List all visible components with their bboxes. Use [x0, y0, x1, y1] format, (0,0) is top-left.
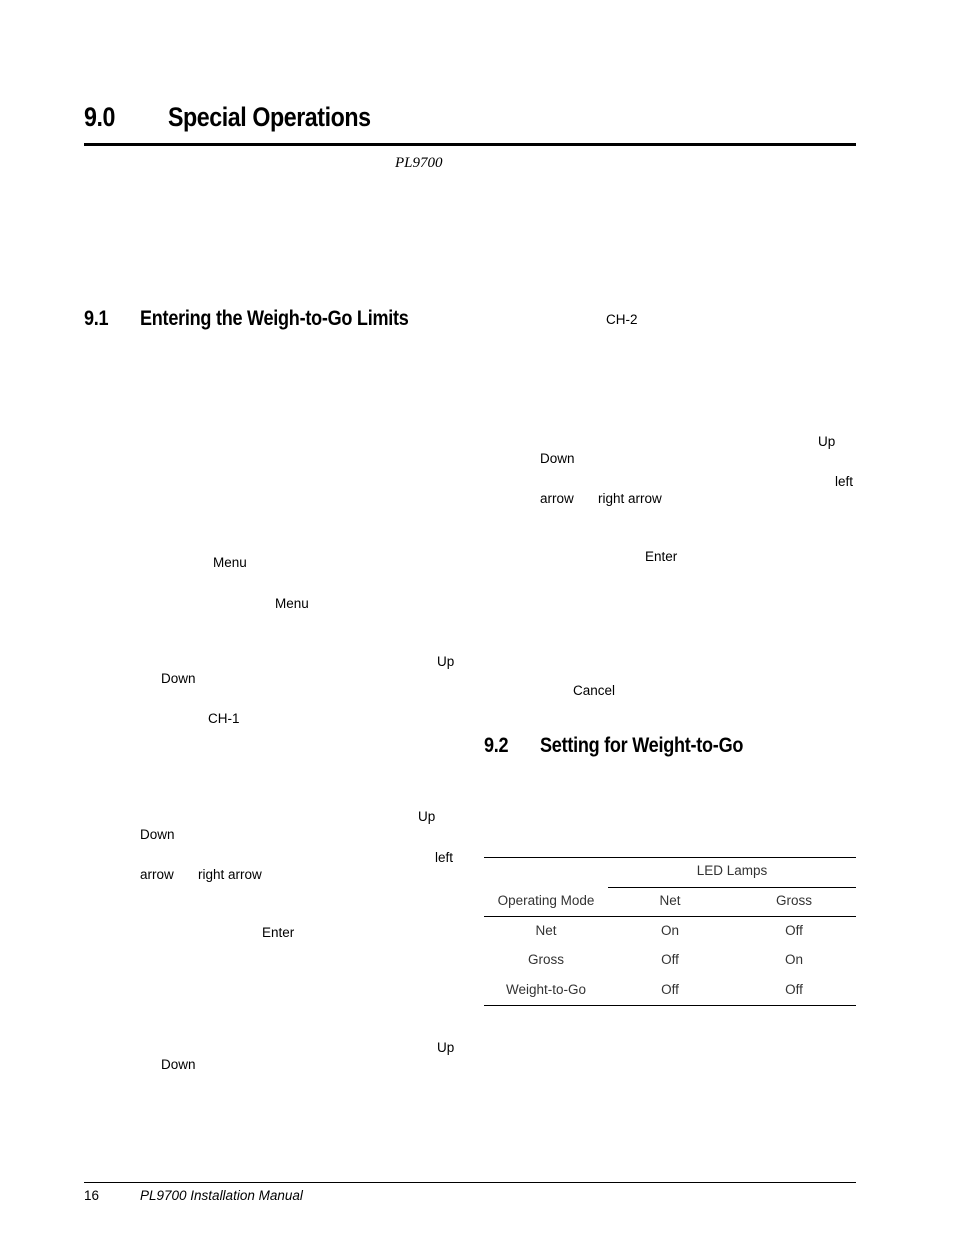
table-cell: Off [661, 982, 679, 997]
table-cell: Off [785, 923, 803, 938]
table-cell: Gross [527, 952, 564, 967]
table-cell: Off [661, 952, 679, 967]
keyword-up: Up [418, 809, 436, 824]
section-9-2-number: 9.2 [484, 734, 509, 757]
keyword-up: Up [437, 1040, 455, 1055]
keyword-ch-1: CH-1 [208, 711, 240, 726]
keyword-down: Down [161, 671, 196, 686]
keyword-arrow: arrow [140, 867, 174, 882]
keyword-arrow: arrow [540, 491, 574, 506]
table-cell: On [660, 923, 679, 938]
keyword-enter: Enter [262, 925, 295, 940]
keyword-ch-2: CH-2 [606, 312, 638, 327]
keyword-enter: Enter [645, 549, 678, 564]
table-header-rule [484, 916, 856, 917]
keyword-menu: Menu [213, 555, 247, 570]
table-header-net: Net [659, 893, 681, 908]
keyword-right-arrow: right arrow [198, 867, 262, 882]
keyword-left: left [435, 850, 454, 865]
keyword-cancel: Cancel [573, 683, 616, 698]
table-cell: Off [785, 982, 803, 997]
keyword-up: Up [818, 434, 836, 449]
footer-rule [84, 1182, 856, 1183]
table-bottom-rule [484, 1005, 856, 1006]
keyword-down: Down [540, 451, 575, 466]
table-group-header: LED Lamps [696, 863, 768, 878]
chapter-title: Special Operations [168, 102, 371, 132]
section-9-1-number: 9.1 [84, 307, 109, 330]
table-group-rule [608, 887, 856, 888]
manual-title: PL9700 Installation Manual [140, 1188, 303, 1203]
table-top-rule [484, 857, 856, 858]
table-cell: Weight-to-Go [505, 982, 587, 997]
table-header-mode: Operating Mode [497, 893, 595, 908]
keyword-menu: Menu [275, 596, 309, 611]
keyword-down: Down [161, 1057, 196, 1072]
intro-product-name: PL9700 [395, 155, 443, 171]
keyword-right-arrow: right arrow [598, 491, 662, 506]
keyword-down: Down [140, 827, 175, 842]
table-cell: On [784, 952, 803, 967]
table-cell: Net [535, 923, 557, 938]
section-9-1-title: Entering the Weigh-to-Go Limits [140, 307, 409, 330]
page-number: 16 [84, 1188, 100, 1203]
section-9-2-title: Setting for Weight-to-Go [540, 734, 744, 757]
keyword-left: left [835, 474, 854, 489]
keyword-up: Up [437, 654, 455, 669]
table-header-gross: Gross [775, 893, 812, 908]
chapter-number: 9.0 [84, 102, 116, 132]
chapter-rule [84, 143, 856, 146]
